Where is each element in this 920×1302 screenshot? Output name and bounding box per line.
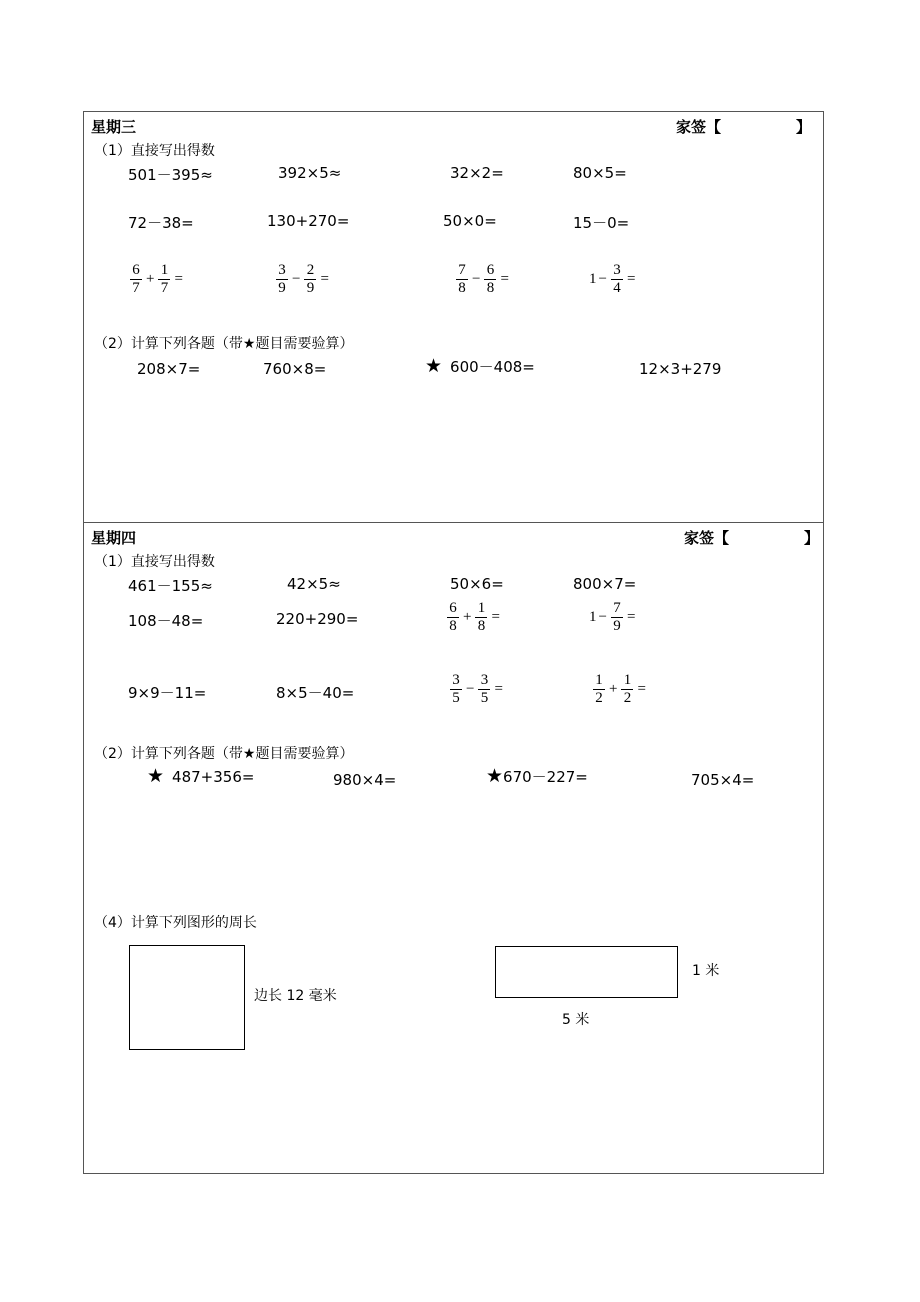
thu-fraction-2-4: [589, 600, 637, 635]
operator: −: [598, 609, 607, 625]
wed-expr-1-4: 80×5=: [573, 164, 627, 182]
equals-sign: =: [626, 271, 636, 287]
numerator: 1: [475, 600, 487, 618]
numerator: 7: [611, 600, 623, 618]
fraction: [158, 262, 170, 297]
calc-expression: 12×3+279: [639, 360, 722, 378]
operator: +: [609, 681, 618, 697]
calc-expression: 705×4=: [691, 771, 755, 789]
equals-sign: =: [626, 609, 636, 625]
wednesday-section-2-heading: （2）计算下列各题（带★题目需要验算）: [94, 336, 354, 352]
denominator: 8: [486, 280, 495, 296]
denominator: 9: [306, 280, 315, 296]
wednesday-title: 星期三: [91, 118, 137, 136]
denominator: 8: [477, 618, 486, 634]
fraction: [276, 262, 288, 297]
numerator: 3: [450, 672, 462, 690]
denominator: 8: [458, 280, 466, 296]
thu-expr-1-1: 461－155≈: [128, 577, 213, 595]
denominator: 9: [613, 618, 621, 634]
denominator: 5: [452, 690, 460, 706]
wed-expr-2-3: 50×0=: [443, 212, 497, 230]
numerator: 3: [611, 262, 623, 280]
thu-expr-1-4: 800×7=: [573, 575, 637, 593]
numerator: 3: [478, 672, 490, 690]
equals-sign: =: [320, 271, 329, 287]
equals-sign: =: [491, 609, 500, 625]
wednesday-section-1-heading: （1）直接写出得数: [94, 143, 215, 159]
equals-sign: =: [174, 271, 183, 287]
star-icon: ★: [486, 765, 504, 787]
calc-expression: 760×8=: [263, 360, 327, 378]
denominator: 2: [595, 690, 603, 706]
wednesday-parent-signature: 家签【 】: [676, 118, 812, 136]
operator: +: [146, 271, 155, 287]
thu-expr-3-2: 8×5－40=: [276, 684, 355, 702]
rectangle-height-label: 1 米: [692, 963, 720, 979]
rectangle-width-label: 5 米: [562, 1012, 590, 1028]
thu-expr-1-2: 42×5≈: [287, 575, 341, 593]
calc-expression: 670－227=: [503, 768, 588, 786]
operator: +: [463, 609, 472, 625]
fraction: [621, 672, 633, 707]
fraction: [478, 672, 490, 707]
denominator: 4: [613, 280, 621, 296]
wed-expr-2-4: 15－0=: [573, 214, 630, 232]
fraction: [447, 600, 459, 635]
thursday-section-1-heading: （1）直接写出得数: [94, 554, 215, 570]
star-icon: ★: [147, 765, 165, 787]
wed-expr-2-2: 130+270=: [267, 212, 350, 230]
denominator: 2: [623, 690, 632, 706]
wed-fraction-4: [589, 262, 637, 297]
square-figure: [129, 945, 245, 1050]
fraction: [304, 262, 316, 297]
denominator: 7: [132, 280, 140, 296]
denominator: 7: [160, 280, 169, 296]
wed-expr-1-3: 32×2=: [450, 164, 504, 182]
operator: −: [292, 271, 301, 287]
numerator: 6: [447, 600, 459, 618]
numerator: 1: [158, 262, 170, 280]
operator: −: [466, 681, 475, 697]
star-icon: ★: [425, 355, 443, 377]
denominator: 8: [449, 618, 457, 634]
equals-sign: =: [637, 681, 646, 697]
fraction: [593, 672, 605, 707]
square-side-label: 边长 12 毫米: [254, 988, 337, 1004]
thu-expr-3-1: 9×9－11=: [128, 684, 207, 702]
fraction: [450, 672, 462, 707]
wed-expr-1-1: 501－395≈: [128, 166, 213, 184]
wed-calc-1: [137, 357, 200, 379]
numerator: 3: [276, 262, 288, 280]
numerator: 2: [304, 262, 316, 280]
operator: −: [472, 271, 481, 287]
calc-expression: 487+356=: [172, 768, 255, 786]
thu-calc-4: [691, 768, 754, 790]
thu-expr-1-3: 50×6=: [450, 575, 504, 593]
thursday-title: 星期四: [91, 529, 137, 547]
wed-fraction-3: [454, 262, 511, 297]
thu-calc-1: [147, 765, 254, 787]
thu-calc-3: [486, 765, 588, 787]
whole-number: 1: [589, 271, 597, 287]
fraction: [611, 262, 623, 297]
thu-calc-2: [333, 768, 396, 790]
numerator: 6: [484, 262, 496, 280]
wed-expr-1-2: 392×5≈: [278, 164, 342, 182]
wed-calc-3: [425, 355, 535, 377]
thursday-section-4-heading: （4）计算下列图形的周长: [94, 915, 257, 931]
numerator: 1: [621, 672, 633, 690]
denominator: 5: [480, 690, 489, 706]
thursday-section-2-heading: （2）计算下列各题（带★题目需要验算）: [94, 746, 354, 762]
equals-sign: =: [494, 681, 503, 697]
operator: −: [598, 271, 607, 287]
fraction: [475, 600, 487, 635]
wed-expr-2-1: 72－38=: [128, 214, 194, 232]
numerator: 7: [456, 262, 468, 280]
fraction: [130, 262, 142, 297]
equals-sign: =: [500, 271, 509, 287]
wed-fraction-2: [274, 262, 331, 297]
fraction: [456, 262, 468, 297]
calc-expression: 980×4=: [333, 771, 397, 789]
thu-fraction-3-4: [591, 672, 648, 707]
numerator: 6: [130, 262, 142, 280]
calc-expression: 208×7=: [137, 360, 201, 378]
wed-calc-4: [639, 357, 721, 379]
fraction: [611, 600, 623, 635]
thu-fraction-2-3: [445, 600, 502, 635]
thursday-parent-signature: 家签【 】: [684, 529, 820, 547]
calc-expression: 600－408=: [450, 358, 535, 376]
wed-calc-2: [263, 357, 326, 379]
whole-number: 1: [589, 609, 597, 625]
rectangle-figure: [495, 946, 678, 998]
denominator: 9: [278, 280, 286, 296]
thu-fraction-3-3: [448, 672, 505, 707]
thu-expr-2-1: 108－48=: [128, 612, 204, 630]
fraction: [484, 262, 496, 297]
thu-expr-2-2: 220+290=: [276, 610, 359, 628]
wed-fraction-1: [128, 262, 185, 297]
numerator: 1: [593, 672, 605, 690]
